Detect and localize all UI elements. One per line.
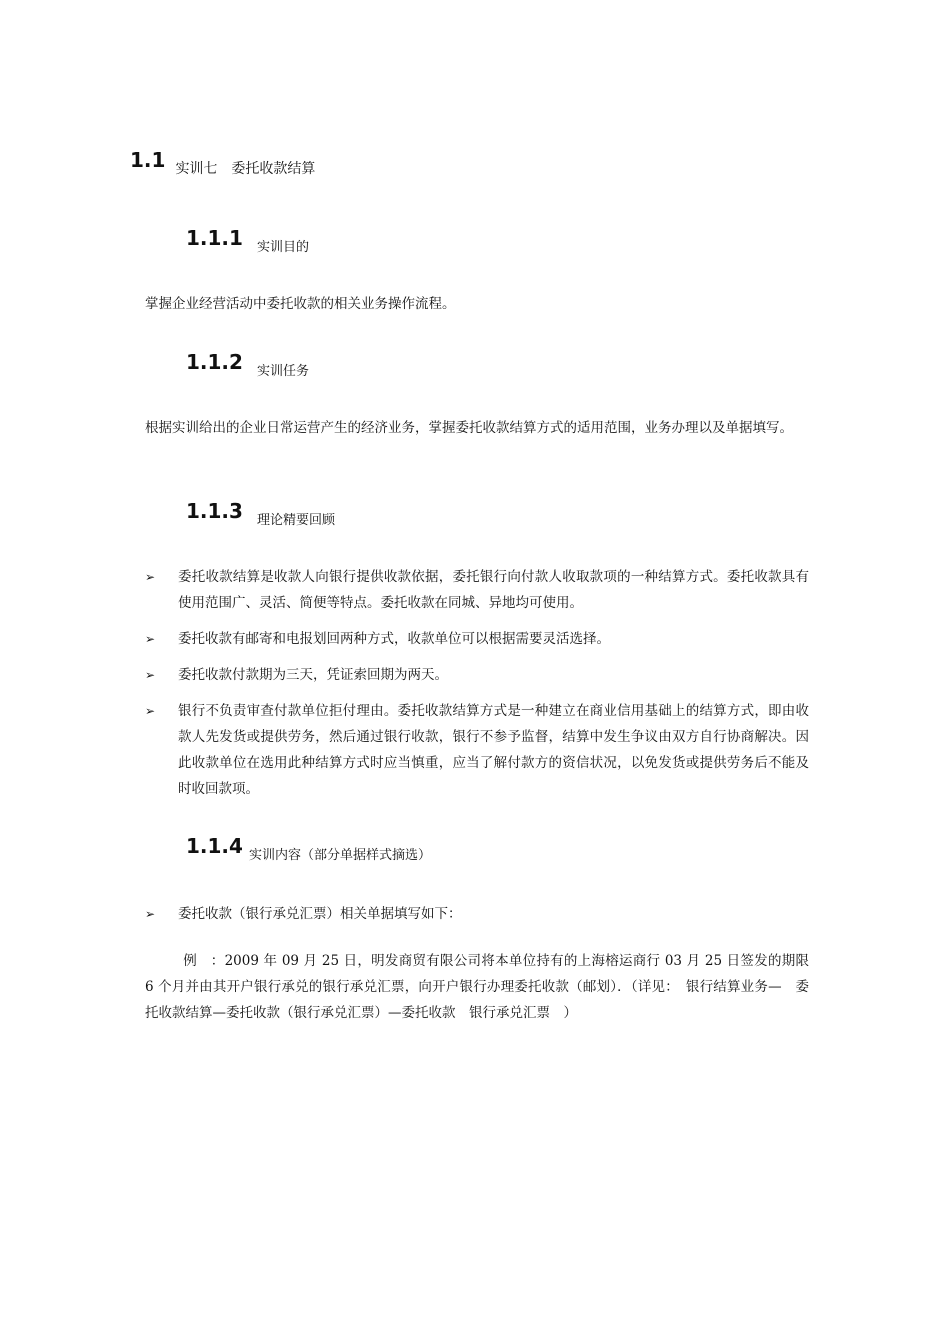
bullet-text: 委托收款付款期为三天，凭证索回期为两天。 (178, 667, 448, 683)
example-paragraph (145, 948, 809, 1026)
subsection-number: 1.1.3 (186, 499, 243, 523)
content-bullet (145, 901, 809, 927)
section-title: 实训七 委托收款结算 (175, 161, 316, 177)
subsection-title: 实训任务 (256, 364, 309, 379)
theory-bullet-list (145, 564, 809, 812)
list-item (145, 564, 809, 616)
subsection-number: 1.1.4 (186, 834, 243, 858)
list-item (145, 662, 809, 688)
subsection-heading-4 (186, 834, 431, 863)
subsection-title: 实训内容（部分单据样式摘选） (248, 848, 431, 863)
task-paragraph: 根据实训给出的企业日常运营产生的经济业务，掌握委托收款结算方式的适用范围，业务办理以及单据填写。 (145, 420, 793, 436)
subsection-title: 实训目的 (256, 240, 309, 255)
arrow-bullet-icon: ➢ (145, 907, 156, 921)
arrow-bullet-icon: ➢ (145, 704, 156, 718)
subsection-number: 1.1.2 (186, 350, 243, 374)
bullet-text: 委托收款有邮寄和电报划回两种方式，收款单位可以根据需要灵活选择。 (178, 631, 610, 647)
subsection-title: 理论精要回顾 (256, 513, 335, 528)
list-item (145, 626, 809, 652)
subsection-heading-2 (186, 350, 309, 379)
bullet-text: 银行不负责审查付款单位拒付理由。委托收款结算方式是一种建立在商业信用基础上的结算方式，即由收款人先发货或提供劳务，然后通过银行收款，银行不参予监督，结算中发生争议由双方自行协商解决。因此收款单位在选用此种结算方式时应当慎重，应当了解付款方的资信状况，以免发货或提供劳务后不能及时收回款项。 (178, 703, 809, 797)
subsection-heading-1 (186, 226, 309, 255)
section-heading (130, 148, 316, 177)
arrow-bullet-icon: ➢ (145, 668, 156, 682)
arrow-bullet-icon: ➢ (145, 632, 156, 646)
bullet-text: 委托收款（银行承兑汇票）相关单据填写如下： (178, 906, 462, 922)
arrow-bullet-icon: ➢ (145, 570, 156, 584)
bullet-text: 委托收款结算是收款人向银行提供收款依据，委托银行向付款人收取款项的一种结算方式。委托收款具有使用范围广、灵活、简便等特点。委托收款在同城、异地均可使用。 (178, 569, 809, 611)
section-number: 1.1 (130, 148, 166, 172)
subsection-number: 1.1.1 (186, 226, 243, 250)
example-text: 例 ：2009 年 09 月 25 日，明发商贸有限公司将本单位持有的上海榕运商行 03 月 25 日签发的期限 6 个月并由其开户银行承兑的银行承兑汇票，向开户银行办理委托收款（邮划）．（详见： 银行结算业务— 委托收款结算—委托收款（银行承兑汇票）—委托收款 银行承兑汇票 ） (145, 953, 809, 1021)
objective-paragraph: 掌握企业经营活动中委托收款的相关业务操作流程。 (145, 296, 456, 312)
subsection-heading-3 (186, 499, 335, 528)
list-item (145, 698, 809, 802)
